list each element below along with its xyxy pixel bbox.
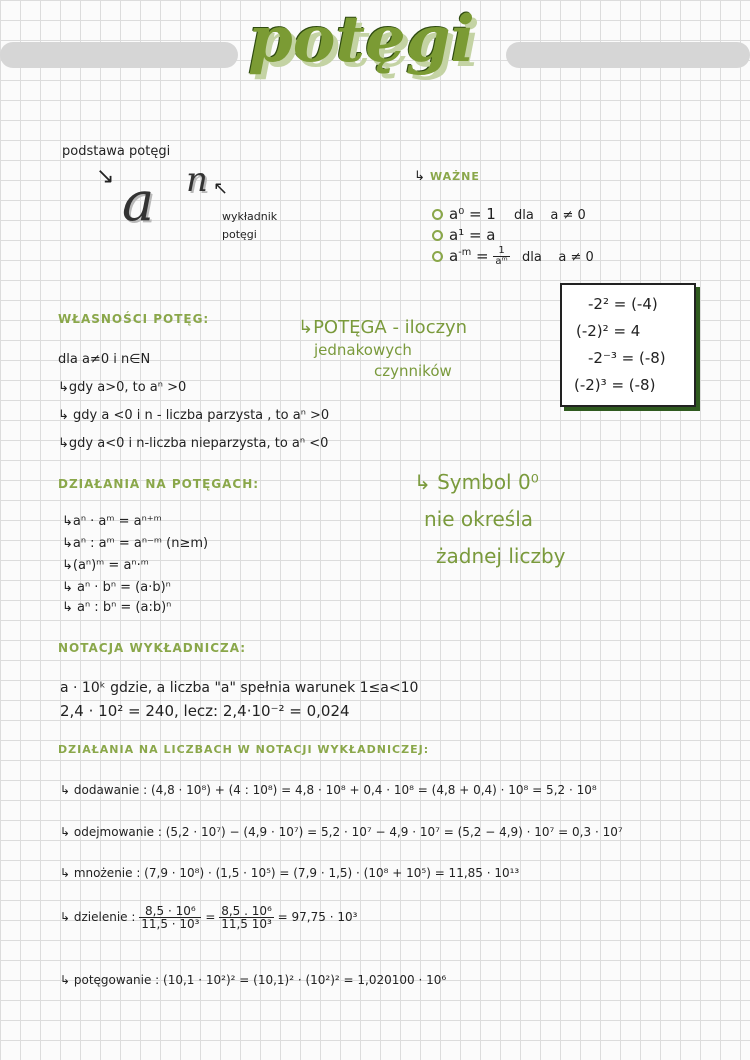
notacja-line: 2,4 · 10² = 240, lecz: 2,4·10⁻² = 0,024	[60, 702, 350, 720]
notacja-heading: NOTACJA WYKŁADNICZA:	[58, 641, 247, 655]
symbol-note-3: żadnej liczby	[436, 544, 566, 568]
dzialania-line: ↳(aⁿ)ᵐ = aⁿ·ᵐ	[62, 558, 149, 573]
wazne-item: a⁰ = 1	[432, 205, 496, 223]
potega-def-2: jednakowych	[314, 341, 412, 359]
dzialania-line: ↳ aⁿ : bⁿ = (a:b)ⁿ	[62, 600, 172, 615]
exponent-label-2: potęgi	[222, 228, 257, 241]
mnozenie-line: ↳ mnożenie : (7,9 · 10⁸) · (1,5 · 10⁵) = (7,9 · 1,5) · (10⁸ + 10⁵) = 11,85 · 10¹³	[60, 866, 520, 880]
dzialania-line: ↳aⁿ : aᵐ = aⁿ⁻ᵐ (n≥m)	[62, 536, 209, 551]
potega-def-3: czynników	[374, 362, 452, 380]
wlasnosci-heading: WŁASNOŚCI POTĘG:	[58, 312, 210, 326]
symbol-note-2: nie określa	[424, 507, 534, 531]
dzialania-line: ↳ aⁿ · bⁿ = (a·b)ⁿ	[62, 580, 171, 595]
dzialania-heading: DZIAŁANIA NA POTĘGACH:	[58, 477, 260, 491]
wazne-item: $a^{-m}$ = $\frac{1}{\text{aᵐ}}$	[432, 246, 510, 267]
odejmowanie-line: ↳ odejmowanie : (5,2 · 10⁷) − (4,9 · 10⁷) = 5,2 · 10⁷ − 4,9 · 10⁷ = (5,2 − 4,9) · 10⁷ = 0,3 · 10⁷	[60, 825, 623, 839]
dzielenie-fraction-1: $\frac{\text{8,5 · 10⁶}}{\text{11,5 · 10³}}$	[141, 904, 200, 931]
base-label: podstawa potęgi	[62, 144, 171, 159]
wlasnosci-line: ↳gdy a>0, to aⁿ >0	[58, 380, 187, 395]
wazne-heading-text: WAŻNE	[430, 170, 480, 183]
box-line: (-2)³ = (-8)	[574, 376, 656, 394]
examples-box	[560, 283, 696, 407]
dzielenie-fraction-2: $\frac{\text{8,5 . 10⁶}}{\text{11,5 10³}}$	[221, 904, 272, 931]
wazne-item: a¹ = a	[432, 226, 496, 244]
bullet-icon	[432, 209, 443, 220]
bullet-icon	[432, 230, 443, 241]
notacja-line: a · 10ᵏ gdzie, a liczba "a" spełnia warunek 1≤a<10	[60, 680, 419, 696]
page-title: potęgi	[248, 2, 475, 77]
dzialania-notacji-heading: DZIAŁANIA NA LICZBACH W NOTACJI WYKŁADNICZEJ:	[58, 743, 430, 756]
title-bar-left	[0, 42, 238, 68]
dzialania-line: ↳aⁿ · aᵐ = aⁿ⁺ᵐ	[62, 514, 162, 529]
symbol-note-1: ↳ Symbol 0⁰	[414, 470, 539, 494]
title-bar-right	[506, 42, 750, 68]
box-line: -2² = (-4)	[588, 295, 658, 313]
arrow-icon: ↳	[414, 169, 425, 184]
potega-def-1: ↳POTĘGA - iloczyn	[298, 317, 468, 338]
wlasnosci-line: dla a≠0 i n∈N	[58, 352, 151, 367]
potegowanie-line: ↳ potęgowanie : (10,1 · 10²)² = (10,1)² · (10²)² = 1,020100 · 10⁶	[60, 973, 447, 987]
wazne-heading	[414, 165, 480, 184]
exponent-label-1: wykładnik	[222, 210, 278, 223]
exponent-arrow: ↖	[213, 178, 229, 199]
exponent-symbol: n	[186, 160, 208, 200]
dzielenie-line: ↳ dzielenie : $\frac{\text{8,5 · 10⁶}}{\text{11,5 · 10³}}$ = $\frac{\text{8,5 . 10⁶}}{\text{11,5 10³}}$ = 97,75 · 10³	[60, 904, 358, 931]
dodawanie-line: ↳ dodawanie : (4,8 · 10⁸) + (4 : 10⁸) = 4,8 · 10⁸ + 0,4 · 10⁸ = (4,8 + 0,4) · 10⁸ = 5,2 · 10⁸	[60, 783, 597, 797]
box-line: -2⁻³ = (-8)	[588, 349, 666, 367]
base-arrow: ↘	[96, 164, 115, 189]
wlasnosci-line: ↳gdy a<0 i n-liczba nieparzysta, to aⁿ <0	[58, 436, 329, 451]
wazne-cond: dla a ≠ 0	[522, 250, 594, 265]
wazne-cond: dla a ≠ 0	[514, 208, 586, 223]
box-line: (-2)² = 4	[576, 322, 641, 340]
bullet-icon	[432, 251, 443, 262]
base-symbol: a	[122, 170, 155, 233]
fraction: $\frac{1}{\text{aᵐ}}$	[495, 245, 508, 267]
wlasnosci-line: ↳ gdy a <0 i n - liczba parzysta , to aⁿ >0	[58, 408, 330, 423]
